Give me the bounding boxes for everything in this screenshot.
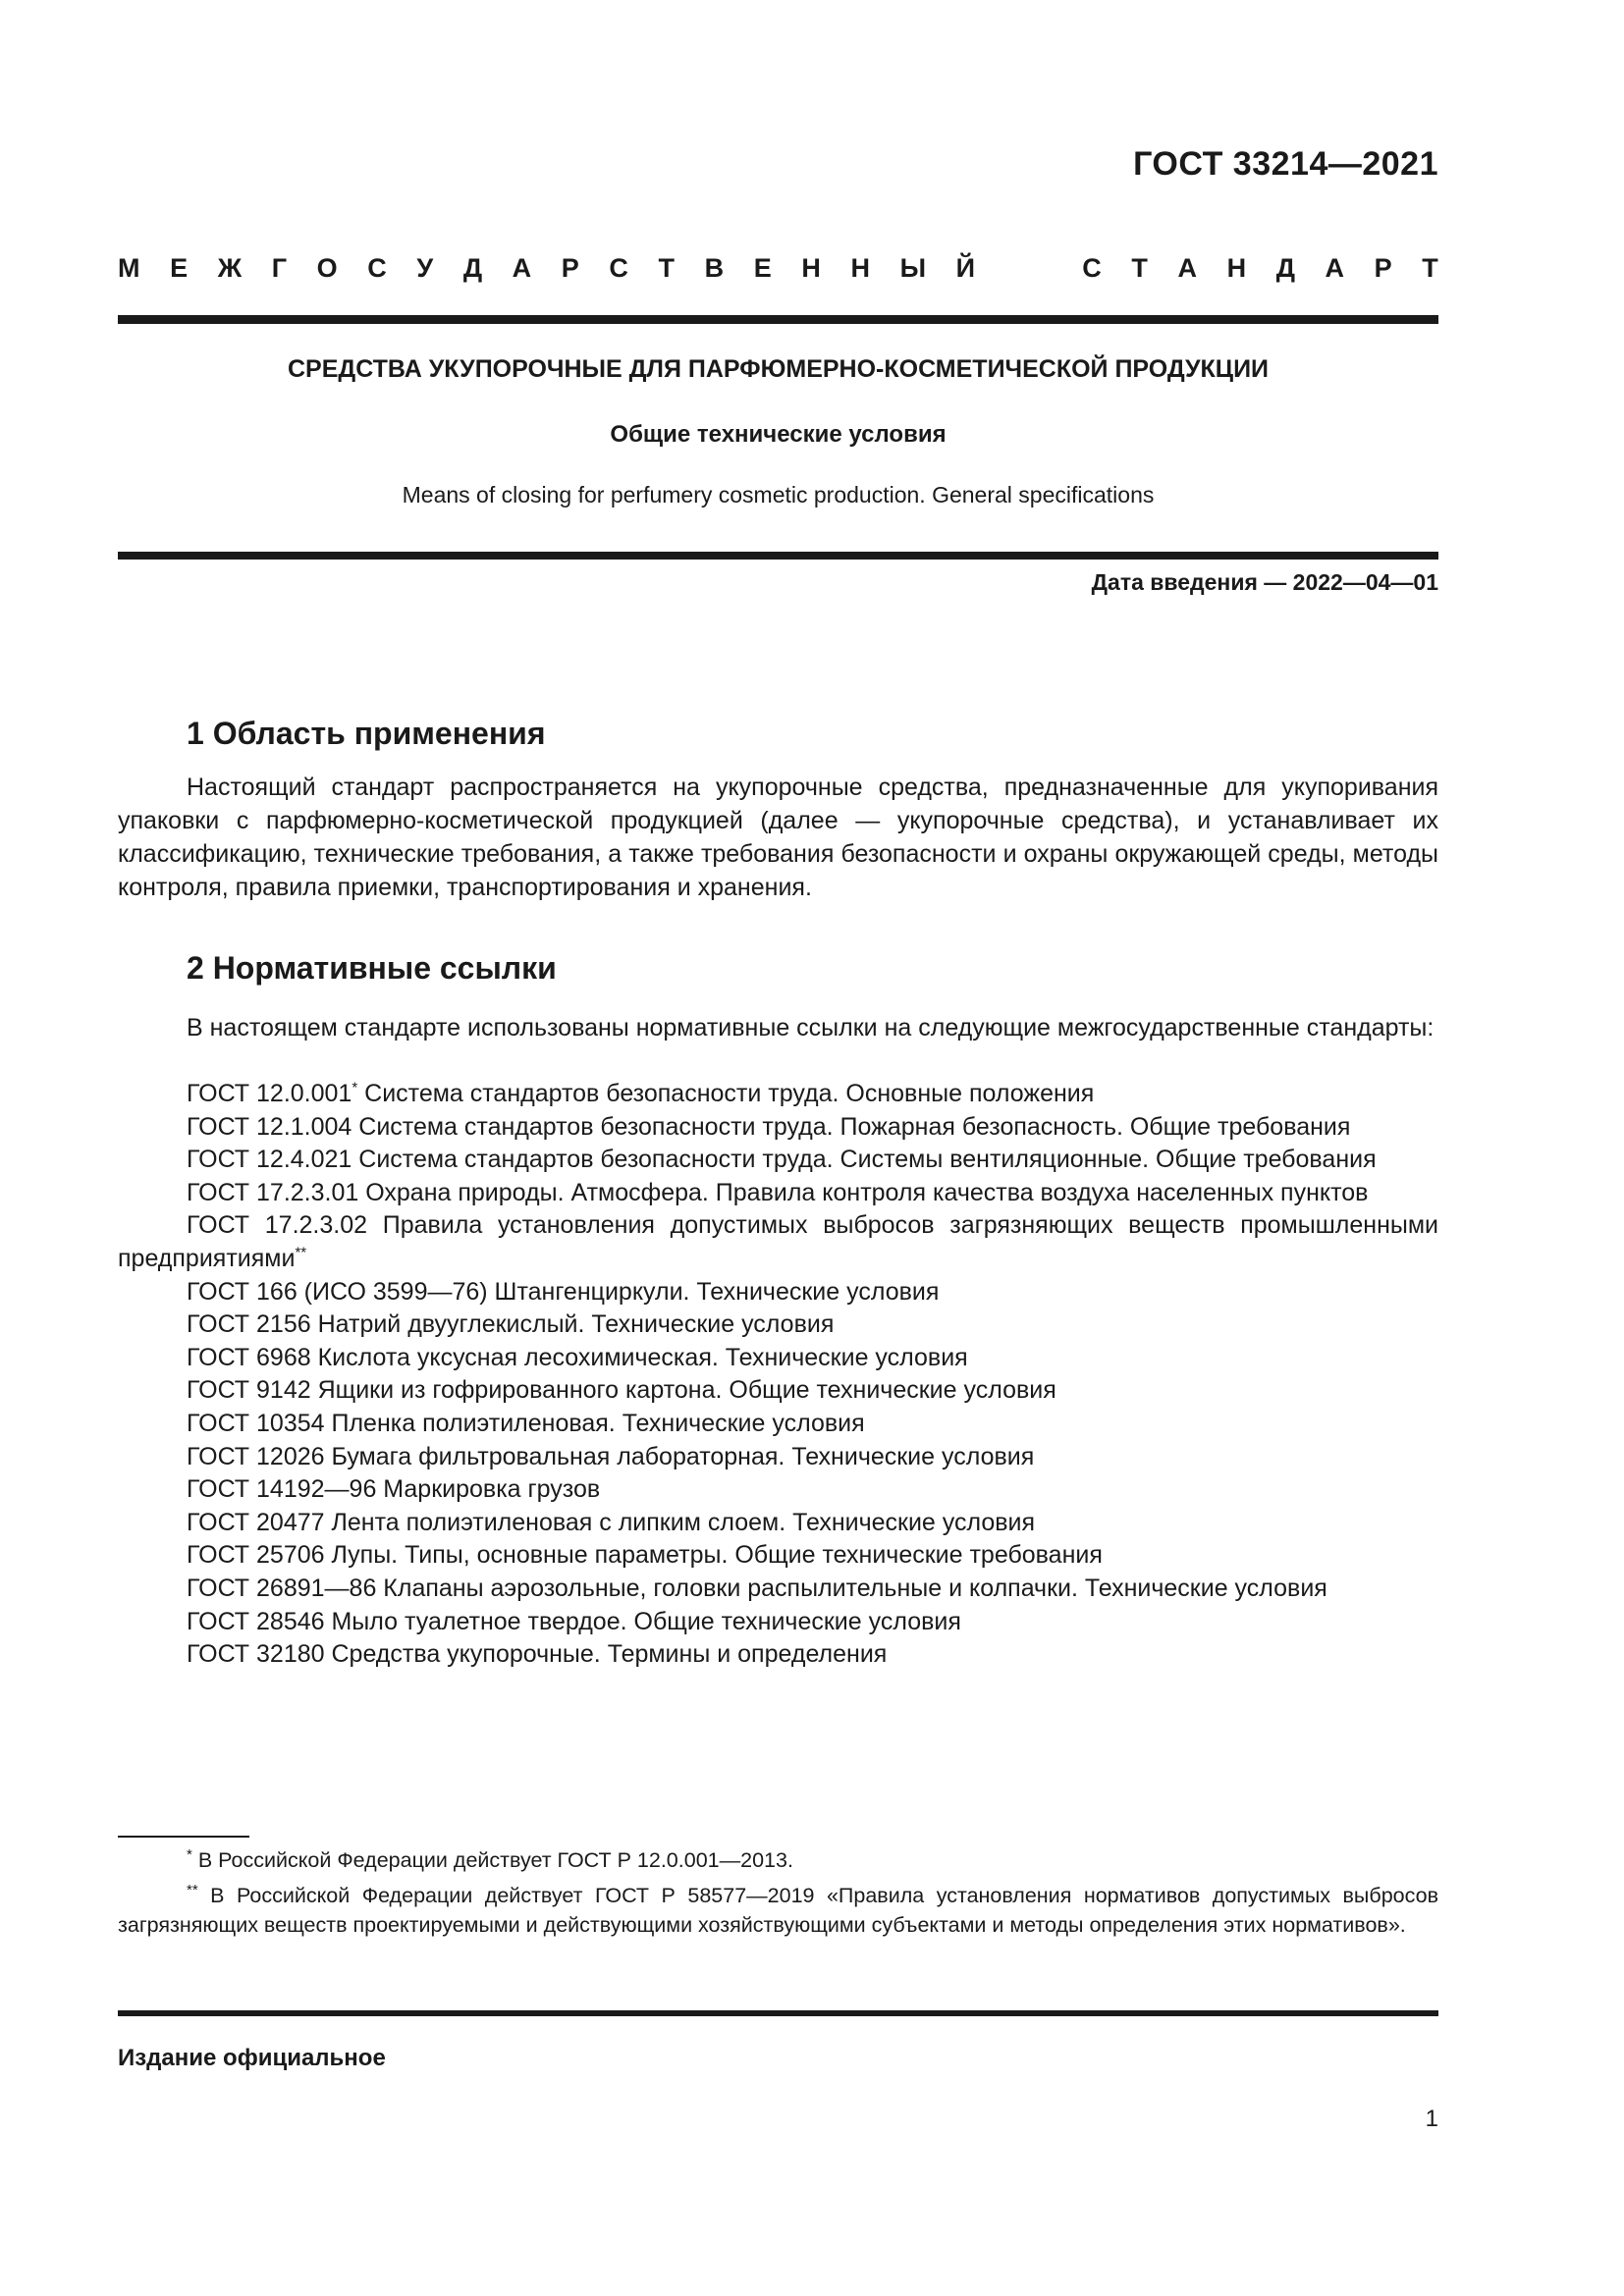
section-1-paragraph: Настоящий стандарт распространяется на укупорочные средства, предназначенные для укупоривания упаковки с парфюмерно-косметической продукцией (далее — укупорочные средства), и устанавливает их классификацию, технические требования, а также требования безопасности и охраны окружающей среды, методы контроля, правила приемки, транспортирования и хранения. <box>118 774 1438 901</box>
list-item: ГОСТ 20477 Лента полиэтиленовая с липким слоем. Технические условия <box>187 1508 1036 1536</box>
list-item: ГОСТ 14192—96 Маркировка грузов <box>187 1475 601 1504</box>
footnotes <box>118 1845 1438 1946</box>
footnote-2: ** В Российской Федерации действует ГОСТ Р 58577—2019 «Правила установления нормативов допустимых выбросов загрязняющих веществ проектируемыми и действующими хозяйствующими субъектами и методы определения этих нормативов». <box>118 1881 1438 1937</box>
introduction-date: Дата введения — 2022—04—01 <box>1091 569 1438 595</box>
list-item: ГОСТ 28546 Мыло туалетное твердое. Общие технические условия <box>187 1607 961 1635</box>
list-item: ГОСТ 2156 Натрий двууглекислый. Технические условия <box>187 1310 835 1339</box>
footnote-mark[interactable]: * <box>352 1079 358 1096</box>
footnote-1: * В Российской Федерации действует ГОСТ Р 12.0.001—2013. <box>187 1845 793 1872</box>
list-item: ГОСТ 26891—86 Клапаны аэрозольные, головки распылительные и колпачки. Технические условия <box>187 1574 1327 1602</box>
list-item: ГОСТ 9142 Ящики из гофрированного картона. Общие технические условия <box>187 1376 1056 1405</box>
section-2-intro: В настоящем стандарте использованы нормативные ссылки на следующие межгосударственные стандарты: <box>187 1014 1435 1041</box>
list-item: ГОСТ 32180 Средства укупорочные. Термины и определения <box>187 1640 888 1669</box>
english-title: Means of closing for perfumery cosmetic production. General specifications <box>402 482 1155 507</box>
divider-rule <box>118 315 1438 324</box>
list-item: ГОСТ 17.2.3.02 Правила установления допустимых выбросов загрязняющих веществ промышленными предприятиями** <box>118 1211 1438 1272</box>
list-item: ГОСТ 12026 Бумага фильтровальная лабораторная. Технические условия <box>187 1442 1035 1470</box>
divider-rule <box>118 552 1438 560</box>
list-item: ГОСТ 10354 Пленка полиэтиленовая. Технические условия <box>187 1409 865 1437</box>
footnote-mark[interactable]: ** <box>295 1244 307 1261</box>
divider-rule <box>118 2010 1438 2016</box>
references-list <box>118 1078 1438 1672</box>
list-item: ГОСТ 12.0.001* Система стандартов безопасности труда. Основные положения <box>187 1079 1095 1107</box>
footnote-separator <box>118 1836 249 1838</box>
list-item: ГОСТ 12.4.021 Система стандартов безопасности труда. Системы вентиляционные. Общие требования <box>187 1146 1377 1174</box>
list-item: ГОСТ 17.2.3.01 Охрана природы. Атмосфера. Правила контроля качества воздуха населенных пунктов <box>187 1178 1369 1206</box>
list-item: ГОСТ 25706 Лупы. Типы, основные параметры. Общие технические требования <box>187 1541 1103 1570</box>
standard-title: СРЕДСТВА УКУПОРОЧНЫЕ ДЛЯ ПАРФЮМЕРНО-КОСМЕТИЧЕСКОЙ ПРОДУКЦИИ <box>287 355 1270 383</box>
section-1-title: 1 Область применения <box>187 716 546 751</box>
page-number: 1 <box>1425 2106 1438 2132</box>
standard-subtitle: Общие технические условия <box>610 421 947 448</box>
document-number: ГОСТ 33214—2021 <box>1133 145 1438 183</box>
section-2-title: 2 Нормативные ссылки <box>187 950 557 986</box>
category-heading: М Е Ж Г О С У Д А Р С Т В Е Н Н Ы Й С Т А Н Д А Р Т <box>118 253 1438 283</box>
edition-label: Издание официальное <box>118 2045 386 2071</box>
list-item: ГОСТ 166 (ИСО 3599—76) Штангенциркули. Технические условия <box>187 1277 940 1306</box>
list-item: ГОСТ 12.1.004 Система стандартов безопасности труда. Пожарная безопасность. Общие требования <box>187 1112 1351 1141</box>
list-item: ГОСТ 6968 Кислота уксусная лесохимическая. Технические условия <box>187 1343 968 1371</box>
